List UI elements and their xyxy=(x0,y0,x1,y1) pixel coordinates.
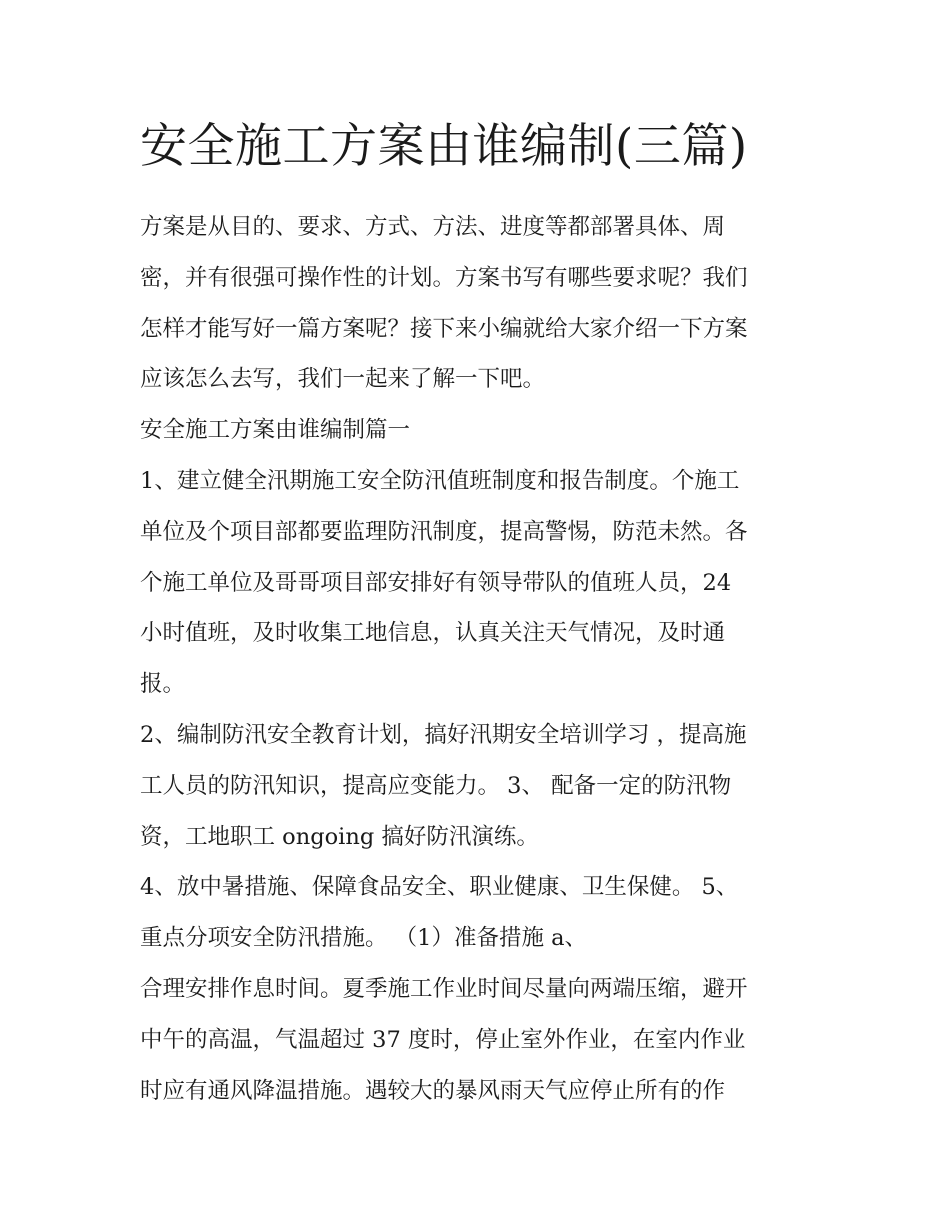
measures-paragraph xyxy=(140,964,820,1116)
section-heading xyxy=(140,405,820,456)
item-1-paragraph xyxy=(140,456,820,710)
text-line: 中午的高温，气温超过 37 度时，停止室外作业，在室内作业 xyxy=(140,1026,746,1053)
text-line: 时应有通风降温措施。遇较大的暴风雨天气应停止所有的作 xyxy=(140,1077,726,1104)
text-line: 密，并有很强可操作性的计划。方案书写有哪些要求呢？我们 xyxy=(140,264,748,291)
document-title: 安全施工方案由谁编制(三篇) xyxy=(140,119,748,174)
document-body xyxy=(140,112,820,1116)
text-line: 个施工单位及哥哥项目部安排好有领导带队的值班人员，24 xyxy=(140,569,732,596)
text-line: 应该怎么去写，我们一起来了解一下吧。 xyxy=(140,366,546,393)
text-line: 资，工地职工 ongoing 搞好防汛演练。 xyxy=(140,823,539,850)
text-line: 怎样才能写好一篇方案呢？接下来小编就给大家介绍一下方案 xyxy=(140,315,748,342)
text-line: 合理安排作息时间。夏季施工作业时间尽量向两端压缩，避开 xyxy=(140,975,748,1002)
text-line: 重点分项安全防汛措施。 （1）准备措施 a、 xyxy=(140,925,588,952)
text-line: 小时值班，及时收集工地信息，认真关注天气情况，及时通 xyxy=(140,620,726,647)
item-4-5-paragraph xyxy=(140,862,820,964)
intro-paragraph xyxy=(140,202,820,405)
text-line: 报。 xyxy=(140,671,186,698)
text-line: 单位及个项目部都要监理防汛制度，提高警惕，防范未然。各 xyxy=(140,518,748,545)
item-2-3-paragraph xyxy=(140,710,820,862)
text-line: 工人员的防汛知识，提高应变能力。 3、 配备一定的防汛物 xyxy=(140,772,732,799)
text-line: 方案是从目的、要求、方式、方法、进度等都部署具体、周 xyxy=(140,214,726,240)
text-line: 2、编制防汛安全教育计划，搞好汛期安全培训学习 ，提高施 xyxy=(140,721,747,748)
text-line: 4、放中暑措施、保障食品安全、职业健康、卫生保健。 5、 xyxy=(140,874,739,901)
text-line: 安全施工方案由谁编制篇一 xyxy=(140,417,411,444)
text-line: 1、建立健全汛期施工安全防汛值班制度和报告制度。个施工 xyxy=(140,467,740,494)
